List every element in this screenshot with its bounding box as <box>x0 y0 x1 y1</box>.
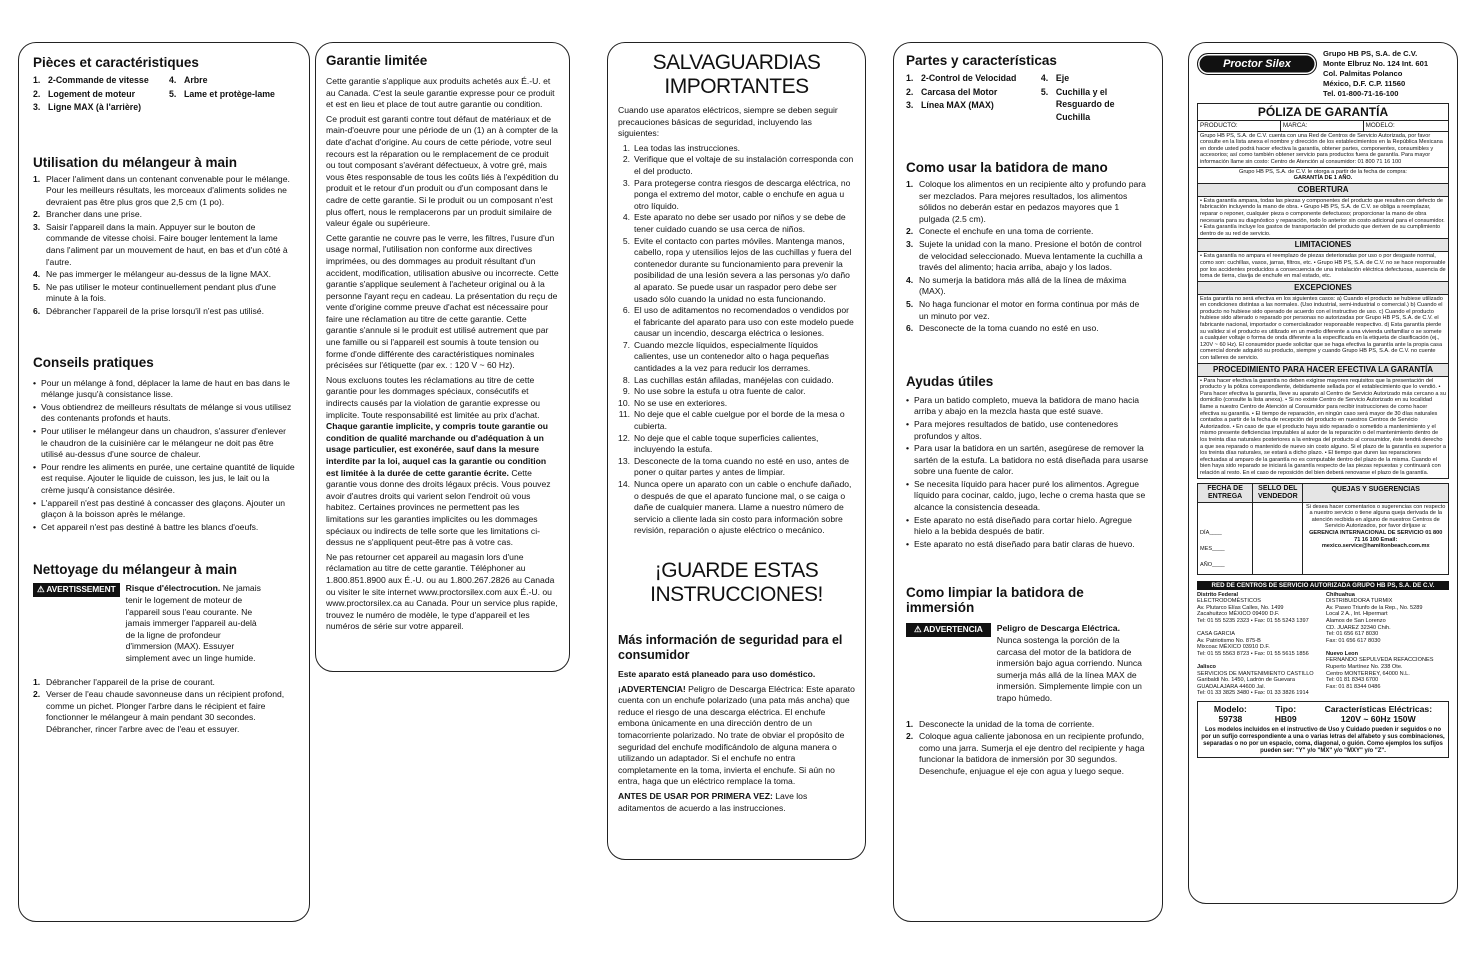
part-item: 3. Línea MAX (MAX) <box>906 100 994 110</box>
panel-limited-warranty <box>315 42 570 672</box>
warning-badge: ⚠ AVERTISSEMENT <box>33 583 120 597</box>
step-item: 6. Débrancher l'appareil de la prise lorsqu'il n'est pas utilisé. <box>33 306 264 317</box>
service-center-line <box>1326 644 1449 651</box>
heading-tips-fr: Conseils pratiques <box>33 354 154 370</box>
service-center-line: Tel: 01 656 617 8030 <box>1326 631 1379 638</box>
service-center-line: Distrito Federal <box>1197 591 1239 598</box>
service-center-line: ELECTRODOMÉSTICOS <box>1197 598 1262 605</box>
service-center-line: CASA GARCIA <box>1197 631 1235 638</box>
safety-list <box>618 143 855 537</box>
warning-triangle-icon: ⚠ <box>914 624 922 635</box>
service-center-line: Av. Plutarco Elías Calles, No. 1499 <box>1197 604 1284 611</box>
warning-badge: ⚠ ADVERTENCIA <box>906 623 991 637</box>
service-center-line: Tel: 01 81 8343 6700 <box>1326 677 1379 684</box>
safety-item: 2. Verifique que el voltaje de su instalación corresponda con el del producto. <box>622 154 854 176</box>
service-center-line: Zacahuitzco MÉXICO 09490 D.F. <box>1197 611 1280 618</box>
heading-tips-es: Ayudas útiles <box>906 373 994 389</box>
step-item: 3. Sujete la unidad con la mano. Presione el botón de control de velocidad seleccionado. Mueva lentamente la cuchilla a través del alimento; hacia arriba, abajo y los lados. <box>906 238 1143 273</box>
fecha-fields: DÍA____ MES____ AÑO____ <box>1198 502 1253 574</box>
excepciones-text: Esta garantía no será efectiva en los siguientes casos: a) Cuando el producto se hubiese utilizado en condiciones distintas a las normales. (Uso industrial, semi-industrial o comercial.) b) Cuando el producto no hubiese sido operado de acuerdo con el instructivo de uso. c) Cuando el producto hubiese sido alterado o reparado por personas no autorizadas por Grupo HB PS, S.A. de C.V. el fabricante nacional, importador o comercializador responsable respectivo. d) Esta garantía pierde su validez si el producto es utilizado en un medio diferente a una vivienda unifamiliar o se somete a cualquier voltaje o forma de onda diferente a la especificada en la etiqueta de clasificación (ej., 120V ~ 60 Hz). El consumidor puede solicitar que se haga efectiva la garantía ante la propia casa comercial donde adquirió su producto, siempre y cuando Grupo HB PS, S.A. de C.V. no cuente con talleres de servicio. <box>1198 294 1449 363</box>
company-address <box>1323 49 1428 99</box>
warning-title: Peligro de Descarga Eléctrica. <box>996 623 1120 634</box>
service-center-line: Av. Patriotismo No. 875-B <box>1197 637 1261 644</box>
service-center-line: Centro MONTERREY, 64000 N.L. <box>1326 670 1410 677</box>
service-centers-right <box>1326 592 1449 698</box>
service-center-line: Nuevo Leon <box>1326 650 1359 657</box>
section-excepciones: EXCEPCIONES <box>1198 281 1449 294</box>
step-item: 6. Desconecte de la toma cuando no esté en uso. <box>906 323 1099 334</box>
service-center-line <box>1197 625 1320 632</box>
grant-text: Grupo HB PS, S.A. de C.V. le otorga a partir de la fecha de compra: GARANTÍA DE 1 AÑO. <box>1198 167 1449 183</box>
warning-text: Ne jamais tenir le logement de moteur de l'appareil sous l'eau courante. Ne jamais immerger l'appareil au-delà de la ligne de profondeur d'immersion (MAX). Essuyer simplement avec un linge humide. <box>125 583 261 663</box>
address-line: Tel. 01-800-71-16-100 <box>1323 89 1399 98</box>
heading-warranty: Garantie limitée <box>326 53 428 68</box>
parts-list-es <box>906 72 1150 124</box>
warranty-para: Ce produit est garanti contre tout défaut de matériaux et de main-d'oeuvre pour une période de un (1) an à compter de la date d'achat d'origine. Au cours de cette période, votre seul recours est la réparation ou le remplacement de ce produit ou tout composant s'avérant défectueux, à votre gré, mais vous êtes responsable de tous les coûts liés à l'expédition du produit et le retour d'un produit ou d'un composant dans le cadre de cette garantie. Si le produit ou un composant n'est plus offert, nous le remplacerons par un produit similaire de valeur égale ou supérieure. <box>326 113 559 229</box>
step-item: 2. Coloque agua caliente jabonosa en un recipiente profundo, como una jarra. Sumerja el eje dentro del recipiente y haga funcionar la batidora de inmersión por 30 segundos. Desenchufe, enjuague el eje con agua y luego seque. <box>906 731 1145 776</box>
field-producto: PRODUCTO: <box>1198 121 1281 132</box>
limitaciones-text: • Esta garantía no ampara el reemplazo de piezas deterioradas por uso o por desgaste normal, como son: cuchillas, vasos, jarras, filtros, etc. • Grupo HB PS, S.A. de C.V. no se hace responsable por los accidentes producidos a consecuencia de una instalación eléctrica defectuosa, ausencia de toma de tierra, clavija de enchufe en mal estado, etc. <box>1198 252 1449 281</box>
tip-item: • Pour un mélange à fond, déplacer la lame de haut en bas dans le mélange jusqu'à consistance lisse. <box>33 377 290 400</box>
heading-cleaning-fr: Nettoyage du mélangeur à main <box>33 562 238 578</box>
model-specs <box>1197 701 1449 758</box>
cleaning-steps-es <box>906 719 1150 778</box>
safety-item: 8. Las cuchillas están afiladas, manéjelas con cuidado. <box>622 374 834 385</box>
tip-item: • Para usar la batidora en un sartén, asegúrese de remover la sartén de la estufa. La batidora no está diseñada para usarse sobre una fuente de calor. <box>906 443 1149 477</box>
service-center-line: Local 2 A., Int. Hipermart <box>1326 611 1388 618</box>
part-item: 2. Carcasa del Motor <box>906 86 998 97</box>
proctor-silex-logo: Proctor Silex <box>1197 53 1317 75</box>
salvaguardias-title: SALVAGUARDIAS IMPORTANTES <box>652 51 821 98</box>
heading-use-es: Como usar la batidora de mano <box>906 160 1108 175</box>
step-item: 3. Saisir l'appareil dans la main. Appuyer sur le bouton de commande de vitesse choisi. Faire bouger lentement la lame dans l'aliment par un mouvement de haut, en bas et d'un côté à l'autre. <box>33 221 288 267</box>
service-center-line: Garibaldi No. 1450, Ladrón de Guevara <box>1197 677 1295 684</box>
heading-parts-fr: Pièces et caractéristiques <box>33 55 199 70</box>
spec-electrical-label: Características Eléctricas: <box>1324 704 1433 715</box>
service-center-line: Tel: 01 33 3825 3480 • Fax: 01 33 3826 1914 <box>1197 690 1309 697</box>
panel-salvaguardias <box>607 42 866 860</box>
service-center-line: Fax: 01 81 8344 0486 <box>1326 683 1381 690</box>
poliza-header <box>1197 49 1449 99</box>
part-item: 1. 2-Control de Velocidad <box>906 73 1017 83</box>
suffix-note: Los modelos incluidos en el instructivo de Uso y Cuidado pueden ir seguidos o no por un sufijo correspondiente a una o varias letras del alfabeto y sus combinaciones, separadas o no por un espacio, coma, diagonal, o guión. Como ejemplos los sufijos pueden ser: "Y" y/o "MX" y/o "MXY" y/o "Z". <box>1201 727 1445 755</box>
section-limitaciones: LIMITACIONES <box>1198 239 1449 252</box>
service-center-line: FERNANDO SEPULVEDA REFACCIONES <box>1326 657 1434 664</box>
address-line: Grupo HB PS, S.A. de C.V. <box>1323 49 1418 58</box>
sello-field <box>1253 502 1303 574</box>
service-center-line: Fax: 01 656 617 8030 <box>1326 637 1381 644</box>
spec-tipo-value: HB09 <box>1274 714 1297 725</box>
warning-title: Risque d'électrocution. <box>125 583 221 594</box>
tip-item: • Pour utiliser le mélangeur dans un chaudron, s'assurer d'enlever le chaudron de la cuisinière car le mélangeur ne doit pas être utilisé au-dessus d'une source de chaleur. <box>33 426 286 460</box>
service-center-line: Alamos de San Lorenzo <box>1326 617 1386 624</box>
spec-modelo-value: 59738 <box>1218 714 1243 725</box>
step-item: 1. Placer l'aliment dans un contenant convenable pour le mélange. Pour les meilleurs résultats, les morceaux d'aliments solides ne devraient pas être plus gros que 2,5 cm (1 po). <box>33 173 290 207</box>
safety-item: 10. No se use en exteriores. <box>618 397 728 408</box>
warranty-para: Cette garantie s'applique aux produits achetés aux É.-U. et au Canada. C'est la seule garantie expresse pour ce produit et est en lieu et place de tout autre garantie ou condition. <box>326 76 555 110</box>
address-line: Monte Elbruz No. 124 Int. 601 <box>1323 59 1429 68</box>
service-center-line: Tel: 01 55 5235 2323 • Fax: 01 55 5243 1397 <box>1197 617 1309 624</box>
address-line: Col. Palmitas Polanco <box>1323 69 1403 78</box>
warranty-para: Cette garantie ne couvre pas le verre, les filtres, l'usure d'un usage normal, l'utilisation non conforme aux directives imprimées, ou des dommages au produit résultant d'un accident, modification, utilisation abusive ou incorrecte. Cette garantie s'applique seulement à l'acheteur original ou à la personne l'ayant reçu en cadeau. La présentation du reçu de vente d'origine comme preuve d'achat est nécessaire pour faire une réclamation au titre de cette garantie. Cette garantie s'annule si le produit est utilisé autrement que par une famille ou si l'appareil est soumis à toute tension ou forme d'onde différente des caractéristiques nominales précisées sur l'étiquette (par ex. : 120 V ~ 60 Hz). <box>326 232 559 371</box>
safety-item: 6. El uso de aditamentos no recomendados o vendidos por el fabricante del aparato para uso con este modelo puede causar un incendio, descarga eléctrica o lesiones. <box>622 305 854 339</box>
tip-item: • Este aparato no está diseñado para cortar hielo. Agregue hielo a la bebida después de batir. <box>906 514 1132 537</box>
warning-block-fr <box>33 583 295 664</box>
cleaning-steps-fr <box>33 677 295 736</box>
home-use-note: Este aparato está planeado para uso doméstico. <box>618 668 816 679</box>
service-center-line: Chihuahua <box>1326 591 1355 598</box>
tip-item: • Este aparato no está diseñado para batir claras de huevo. <box>906 538 1135 549</box>
step-item: 1. Coloque los alimentos en un recipiente alto y profundo para ser mezclados. Para mejores resultados, los alimentos sólidos no deberán estar en pedazos mayores que 1 pulgada (2.5 cm). <box>906 179 1146 224</box>
spec-electrical-value: 120V ~ 60Hz 150W <box>1340 714 1416 725</box>
step-item: 4. Ne pas immerger le mélangeur au-dessus de la ligne MAX. <box>33 269 271 280</box>
parts-list-fr <box>33 74 295 115</box>
part-item: 4. Eje <box>1040 73 1070 83</box>
part-item: 2. Logement de moteur <box>33 88 135 99</box>
safety-item: 1. Lea todas las instrucciones. <box>622 142 741 153</box>
step-item: 4. No sumerja la batidora más allá de la línea de máxima (MAX). <box>906 274 1127 297</box>
step-item: 2. Brancher dans une prise. <box>33 209 143 220</box>
use-steps-fr <box>33 174 295 318</box>
field-marca: MARCA: <box>1280 121 1363 132</box>
tip-item: • Pour rendre les aliments en purée, une certaine quantité de liquide est requise. Ajouter le liquide de cuisson, les jus, le lait ou la crème jusqu'à consistance désirée. <box>33 461 295 495</box>
safety-item: 12. No deje que el cable toque superficies calientes, incluyendo la estufa. <box>618 432 819 455</box>
service-center-line: Jalisco <box>1197 664 1216 671</box>
service-centers <box>1197 592 1449 698</box>
use-steps-es <box>906 179 1150 335</box>
sello-vendedor-header: SELLO DEL VENDEDOR <box>1253 483 1303 502</box>
warning-text: Nunca sostenga la porción de la carcasa del motor de la batidora de inmersión bajo agua corriendo. Nunca sumerja más allá de la línea MAX de inmersión. Simplemente limpie con un trapo húmedo. <box>996 635 1142 703</box>
tips-list-es <box>906 395 1150 551</box>
spec-tipo-label: Tipo: <box>1275 704 1297 715</box>
step-item: 2. Verser de l'eau chaude savonneuse dans un récipient profond, comme un pichet. Plonger l'arbre dans le récipient et faire fonctionner le mélangeur à main pendant 30 secondes. Débrancher, rincer l'arbre avec de l'eau et essuyer. <box>33 689 285 734</box>
procedimiento-text: • Para hacer efectiva la garantía no deben exigirse mayores requisitos que la presentación del producto y la póliza correspondiente, debidamente sellada por el establecimiento que lo vendió. • Para hacer efectiva la garantía, lleve su aparato al Centro de Servicio Autorizado más cercano a su domicilio (consulte la lista anexa). • Si no existe Centro de Servicio Autorizado en su localidad llame a nuestro Centro de Atención al Consumidor para recibir instrucciones de como hacer efectiva su garantía. • El tiempo de reparación, en ningún caso será mayor de 30 días naturales contados a partir de la fecha de recepción del producto en nuestros Centros de Servicio Autorizados. • En caso de que el producto haya sido reparado o sometido a mantenimiento y el mismo presente deficiencias imputables al autor de la reparación o del mantenimiento dentro de los treinta días naturales posteriores a la entrega del producto al consumidor, éste tendrá derecho a que sea reparado o mantenido de nuevo sin costo alguno. Si el plazo de la garantía es superior a los treinta días naturales, se estará a dicho plazo. • El tiempo que duren las reparaciones efectuadas al amparo de la garantía no es computable dentro del plazo de la misma. Cuando el bien haya sido reparado se iniciará la garantía respecto de las piezas repuestas y continuará con relación al resto. En el caso de reposición del bien deberá renovarse el plazo de la garantía. <box>1198 376 1449 478</box>
tip-item: • Para mejores resultados de batido, use contenedores profundos y altos. <box>906 418 1118 441</box>
warning-block-es <box>906 623 1150 704</box>
service-network-header: RED DE CENTROS DE SERVICIO AUTORIZADA GRUPO HB PS, S.A. DE C.V. <box>1197 581 1449 590</box>
spec-modelo-label: Modelo: <box>1213 704 1247 715</box>
keep-instructions-title: ¡GUARDE ESTAS INSTRUCCIONES! <box>650 558 823 606</box>
part-item: 5. Cuchilla y el Resguardo de Cuchilla <box>1040 86 1115 122</box>
service-center-line <box>1197 657 1320 664</box>
service-center-line: GUADALAJARA 44600 Jal. <box>1197 683 1266 690</box>
part-item: 4. Arbre <box>169 75 208 85</box>
service-center-line: SERVICIOS DE MANTENIMIENTO CASTILLO <box>1197 670 1314 677</box>
service-center-line: Av. Paseo Triunfo de la Rep., No. 5289 <box>1326 604 1423 611</box>
panel-french-instructions <box>18 42 310 922</box>
safety-item: 9. No use sobre la estufa u otra fuente de calor. <box>622 386 806 397</box>
intro-text: Cuando use aparatos eléctricos, siempre se deben seguir precauciones básicas de seguridad, incluyendo las siguientes: <box>618 105 838 139</box>
heading-cleaning-es: Como limpiar la batidora de immersión <box>906 585 1084 616</box>
tip-item: • Vous obtiendrez de meilleurs résultats de mélange si vous utilisez des contenants profonds et hauts. <box>33 401 292 424</box>
poliza-intro: Grupo HB PS, S.A. de C.V. cuenta con una Red de Centros de Servicio Autorizada, por favor consulte en la lista anexa el nombre y dirección de los establecimientos en la República Mexicana en donde usted podrá hacer efectiva la garantía, obtener partes, componentes, consumibles y accesorios; así como también obtener servicio para productos fuera de garantía. Para mayor información llame sin costo: Centro de Atención al consumidor: 01 800 71 16 100 <box>1198 131 1449 167</box>
panel-spanish-instructions <box>893 42 1163 922</box>
safety-item: 13. Desconecte de la toma cuando no esté en uso, antes de poner o quitar partes y antes de limpiar. <box>618 455 849 478</box>
polarized-warning: ¡ADVERTENCIA! Peligro de Descarga Eléctrica: Este aparato cuenta con un enchufe polarizado (una pata más ancha) que reduce el riesgo de una descarga eléctrica. El enchufe embona únicamente en una dirección dentro de un tomacorriente polarizado. No trate de obviar el propósito de seguridad del enchufe modificándolo de alguna manera o utilizando un adaptador. Si el enchufe no entra completamente en la toma, invierta el enchufe. Si aún no entra, haga que un eléctrico remplace la toma. <box>618 683 855 787</box>
warning-triangle-icon: ⚠ <box>37 584 45 595</box>
step-item: 1. Desconecte la unidad de la toma de corriente. <box>906 718 1095 729</box>
first-use-note: ANTES DE USAR POR PRIMERA VEZ: Lave los aditamentos de acuerdo a las instrucciones. <box>618 790 808 813</box>
service-center-line: Ruperto Martínez No. 238 Ote. <box>1326 664 1403 671</box>
quejas-text: Si desea hacer comentarios o sugerencias con respecto a nuestro servicio o tiene alguna queja derivada de la atención recibida en alguno de nuestros Centros de Servicio Autorizados, por favor diríjase a: GERENCIA INTERNACIONAL DE SERVICIO 01 800 71 16 100 Email: mexico.service@hamiltonbeach.com.mx <box>1303 502 1449 574</box>
service-center-line: CD. JUAREZ 32340 Chih. <box>1326 624 1391 631</box>
tip-item: • Se necesita líquido para hacer puré los alimentos. Agregue líquido para cocinar, caldo, jugo, leche o crema hasta que se alcance la consistencia deseada. <box>906 478 1146 513</box>
cobertura-text: • Esta garantía ampara, todas las piezas y componentes del producto que resulten con defecto de fabricación incluyendo la mano de obra. • Grupo HB PS, S.A. de C.V. se obliga a reemplazar, reparar o reponer, cualquier pieza o componente defectuoso; proporcionar la mano de obra necesaria para su diagnóstico y reparación, todo lo anterior sin costo adicional para el consumidor. • Esta garantía incluye los gastos de transportación del producto que deriven de su cumplimiento dentro de su red de servicio. <box>1198 196 1449 239</box>
heading-more-safety: Más información de seguridad para el consumidor <box>618 632 843 662</box>
address-line: México, D.F. C.P. 11560 <box>1323 79 1406 88</box>
section-procedimiento: PROCEDIMIENTO PARA HACER EFECTIVA LA GARANTÍA <box>1198 363 1449 376</box>
service-center-line: Tel: 01 55 5563 8723 • Fax: 01 55 5615 1856 <box>1197 650 1309 657</box>
panel-poliza-garantia <box>1188 42 1458 904</box>
service-center-line: DISTRIBUIDORA TURMIX <box>1326 598 1393 605</box>
safety-item: 3. Para protegerse contra riesgos de descarga eléctrica, no ponga el extremo del motor, cable o enchufe en agua u otro líquido. <box>622 177 851 211</box>
part-item: 3. Ligne MAX (à l'arrière) <box>33 102 142 112</box>
service-center-line: Mixcoac MÉXICO 03910 D.F. <box>1197 644 1270 651</box>
quejas-header: QUEJAS Y SUGERENCIAS <box>1303 483 1449 502</box>
poliza-title: PÓLIZA DE GARANTÍA <box>1198 104 1449 121</box>
warranty-para: Nous excluons toutes les réclamations au titre de cette garantie pour les dommages spéciaux, consécutifs et indirects causés par la violation de garantie expresse ou implicite. Toute responsabilité est limitée au prix d'achat. Chaque garantie implicite, y compris toute garantie ou condition de qualité marchande ou d'adéquation à un usage particulier, est exonérée, sauf dans la mesure interdite par la loi, auquel cas la garantie ou condition est limitée à la durée de cette garantie écrite. Cette garantie vous donne des droits légaux précis. Vous pouvez avoir d'autres droits qui varient selon l'endroit où vous habitez. Certaines provinces ne permettent pas les limitations sur les garanties implicites ou les dommages spéciaux ou indirects de telle sorte que les limitations ci-dessus ne s'appliquent peut-être pas à votre cas. <box>326 374 551 548</box>
tip-item: • Para un batido completo, mueva la batidora de mano hacia arriba y abajo en la mezcla hasta que esté suave. <box>906 394 1140 417</box>
safety-item: 7. Cuando mezcle líquidos, especialmente líquidos calientes, use un contenedor alto o haga pequeñas cantidades a la vez para reducir los derrames. <box>622 339 829 374</box>
warranty-para: Ne pas retourner cet appareil au magasin lors d'une réclamation au titre de cette garantie. Téléphoner au 1.800.851.8900 aux É.-U. ou au 1.800.267.2826 au Canada ou visiter le site internet www.proctorsilex.com aux É.-U. ou www.proctorsilex.ca au Canada. Pour un service plus rapide, trouvez le numéro de modèle, le type d'appareil et les numéros de série sur votre appareil. <box>326 551 558 632</box>
tips-list-fr <box>33 378 295 534</box>
poliza-table <box>1197 103 1449 479</box>
safety-item: 4. Este aparato no debe ser usado por niños y se debe de tener cuidado cuando se usa cerca de niños. <box>622 212 846 234</box>
tip-item: • L'appareil n'est pas destiné à concasser des glaçons. Ajouter un glaçon à la boisson après le mélange. <box>33 497 286 520</box>
field-modelo: MODELO: <box>1363 121 1448 132</box>
service-centers-left <box>1197 592 1320 698</box>
part-item: 5. Lame et protège-lame <box>169 88 275 99</box>
delivery-table <box>1197 483 1449 575</box>
section-cobertura: COBERTURA <box>1198 183 1449 196</box>
safety-item: 5. Evite el contacto con partes móviles. Mantenga manos, cabello, ropa y utensilios lejos de las cuchillas y fuera del contenedor durante su funcionamiento para prevenir la posibilidad de una lesión severa a las personas y/o daño al aparato. Se puede usar un raspador pero debe ser usado sólo cuando la unidad no esta funcionando. <box>622 235 852 304</box>
tip-item: • Cet appareil n'est pas destiné à battre les blancs d'oeufs. <box>33 521 259 532</box>
step-item: 2. Conecte el enchufe en una toma de corriente. <box>906 226 1094 237</box>
safety-item: 14. Nunca opere un aparato con un cable o enchufe dañado, o después de que el aparato funcione mal, o se caiga o dañe de cualquier manera. Llame a nuestro número de servicio a cliente lada sin costo para información sobre revisión, reparación o ajuste eléctrico o mecánico. <box>618 479 852 536</box>
part-item: 1. 2-Commande de vitesse <box>33 75 149 85</box>
step-item: 5. No haga funcionar el motor en forma continua por más de un minuto por vez. <box>906 298 1140 321</box>
heading-use-fr: Utilisation du mélangeur à main <box>33 154 238 170</box>
heading-parts-es: Partes y características <box>906 53 1057 68</box>
step-item: 1. Débrancher l'appareil de la prise de courant. <box>33 676 215 687</box>
safety-item: 11. No deje que el cable cuelgue por el borde de la mesa o cubierta. <box>618 409 845 432</box>
fecha-entrega-header: FECHA DE ENTREGA <box>1198 483 1253 502</box>
step-item: 5. Ne pas utiliser le moteur continuellement pendant plus d'une minute à la fois. <box>33 281 276 304</box>
